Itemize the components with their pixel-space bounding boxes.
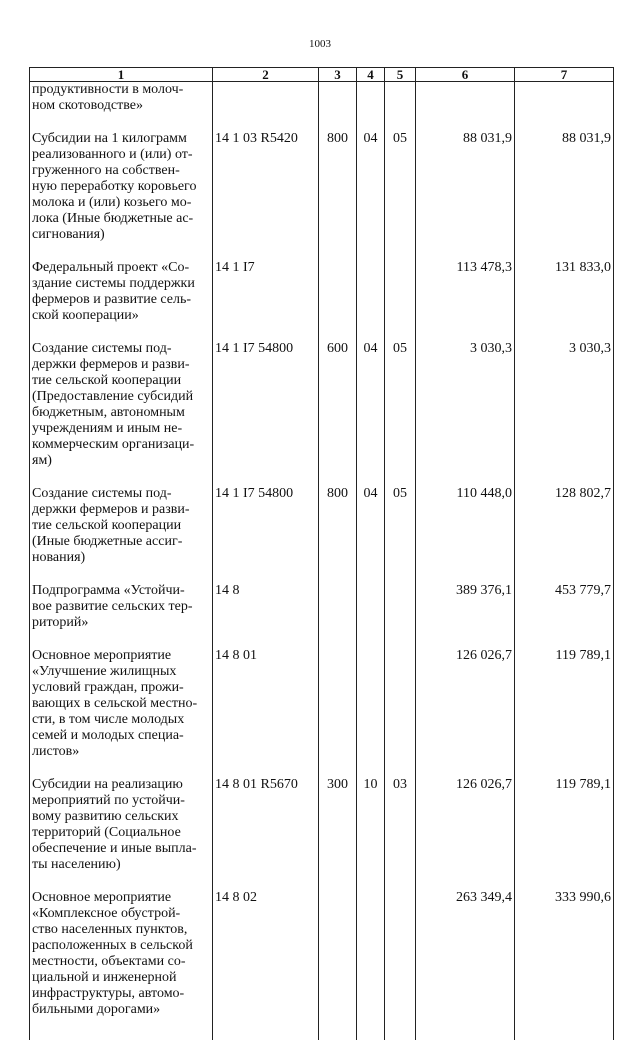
spacer-cell (319, 873, 357, 890)
row-amount-col6-cell (416, 82, 515, 115)
spacer-cell (357, 566, 385, 583)
row-spacer (30, 324, 614, 341)
spacer-cell (213, 760, 319, 777)
spacer-cell (30, 243, 213, 260)
spacer-cell (416, 469, 515, 486)
column-header-4: 4 (357, 68, 385, 82)
row-amount-col7-cell: 3 030,3 (515, 341, 614, 469)
spacer-cell (30, 566, 213, 583)
spacer-cell (30, 324, 213, 341)
spacer-cell (515, 631, 614, 648)
spacer-cell (213, 469, 319, 486)
row-code-cell: 14 1 I7 (213, 260, 319, 324)
spacer-cell (416, 324, 515, 341)
spacer-cell (385, 324, 416, 341)
row-col5-cell: 05 (385, 486, 416, 566)
spacer-cell (416, 243, 515, 260)
spacer-cell (357, 114, 385, 131)
row-col5-cell: 03 (385, 777, 416, 873)
row-name-cell: Подпрограмма «Устойчи- вое развитие сельских тер- риторий» (30, 583, 213, 631)
row-code-cell: 14 1 I7 54800 (213, 341, 319, 469)
table-header-row (30, 68, 614, 82)
row-amount-col7-cell: 333 990,6 (515, 890, 614, 1018)
row-col4-cell (357, 583, 385, 631)
row-spacer (30, 114, 614, 131)
spacer-cell (357, 873, 385, 890)
spacer-cell (515, 566, 614, 583)
row-name-cell: Основное мероприятие «Комплексное обустрой- ство населенных пунктов, расположенных в сельской местности, объектами со- циальной и инженерной инфраструктуры, автомо- бильными дорогами» (30, 890, 213, 1018)
spacer-cell (213, 243, 319, 260)
row-col4-cell: 04 (357, 486, 385, 566)
row-code-cell (213, 82, 319, 115)
row-col5-cell (385, 890, 416, 1018)
spacer-cell (357, 631, 385, 648)
row-col4-cell: 10 (357, 777, 385, 873)
spacer-cell (416, 760, 515, 777)
row-amount-col7-cell: 119 789,1 (515, 777, 614, 873)
budget-table (29, 67, 614, 1040)
spacer-cell (385, 760, 416, 777)
row-name-cell: Создание системы под- держки фермеров и разви- тие сельской кооперации (Предоставление субсидий бюджетным, автономным учреждениям и иным не- коммерческим организаци- ям) (30, 341, 213, 469)
row-amount-col6-cell: 113 478,3 (416, 260, 515, 324)
row-name-cell: Основное мероприятие «Улучшение жилищных условий граждан, прожи- вающих в сельской местно- сти, в том числе молодых семей и молодых специа- листов» (30, 648, 213, 760)
spacer-cell (319, 760, 357, 777)
row-col3-cell (319, 260, 357, 324)
column-header-3: 3 (319, 68, 357, 82)
tail-cell (30, 1018, 213, 1040)
column-header-2: 2 (213, 68, 319, 82)
spacer-cell (515, 324, 614, 341)
spacer-cell (30, 631, 213, 648)
row-col4-cell (357, 648, 385, 760)
row-col3-cell: 800 (319, 131, 357, 243)
row-col3-cell: 300 (319, 777, 357, 873)
spacer-cell (515, 469, 614, 486)
column-header-5: 5 (385, 68, 416, 82)
table-row (30, 648, 614, 760)
row-col5-cell (385, 260, 416, 324)
table-row (30, 890, 614, 1018)
table-row (30, 486, 614, 566)
spacer-cell (213, 873, 319, 890)
spacer-cell (385, 243, 416, 260)
row-code-cell: 14 8 01 R5670 (213, 777, 319, 873)
spacer-cell (30, 114, 213, 131)
row-col4-cell (357, 890, 385, 1018)
row-col4-cell (357, 82, 385, 115)
row-col5-cell (385, 82, 416, 115)
spacer-cell (515, 243, 614, 260)
tail-cell (416, 1018, 515, 1040)
row-code-cell: 14 1 03 R5420 (213, 131, 319, 243)
table-row (30, 777, 614, 873)
spacer-cell (515, 114, 614, 131)
row-name-cell: Субсидии на 1 килограмм реализованного и (или) от- груженного на собствен- ную переработку коровьего молока и (или) козьего мо- лока (Иные бюджетные ас- сигнования) (30, 131, 213, 243)
row-code-cell: 14 8 02 (213, 890, 319, 1018)
spacer-cell (357, 469, 385, 486)
table-row (30, 82, 614, 115)
row-amount-col6-cell: 110 448,0 (416, 486, 515, 566)
row-amount-col6-cell: 389 376,1 (416, 583, 515, 631)
row-amount-col6-cell: 126 026,7 (416, 777, 515, 873)
row-name-cell: Федеральный проект «Со- здание системы поддержки фермеров и развитие сель- ской кооперации» (30, 260, 213, 324)
spacer-cell (319, 566, 357, 583)
row-spacer (30, 873, 614, 890)
row-col3-cell (319, 890, 357, 1018)
table-row (30, 131, 614, 243)
table-row (30, 583, 614, 631)
spacer-cell (357, 760, 385, 777)
row-col4-cell (357, 260, 385, 324)
table-row (30, 341, 614, 469)
row-amount-col6-cell: 263 349,4 (416, 890, 515, 1018)
row-name-cell: Создание системы под- держки фермеров и разви- тие сельской кооперации (Иные бюджетные ассиг- нования) (30, 486, 213, 566)
table-row (30, 260, 614, 324)
spacer-cell (319, 114, 357, 131)
row-amount-col6-cell: 126 026,7 (416, 648, 515, 760)
table-body (30, 82, 614, 1040)
spacer-cell (385, 469, 416, 486)
spacer-cell (385, 114, 416, 131)
spacer-cell (213, 324, 319, 341)
spacer-cell (30, 873, 213, 890)
row-col5-cell (385, 648, 416, 760)
row-spacer (30, 631, 614, 648)
spacer-cell (385, 873, 416, 890)
row-col4-cell: 04 (357, 131, 385, 243)
row-col5-cell: 05 (385, 341, 416, 469)
row-amount-col7-cell: 88 031,9 (515, 131, 614, 243)
spacer-cell (319, 243, 357, 260)
row-col5-cell (385, 583, 416, 631)
page-number: 1003 (0, 38, 640, 50)
spacer-cell (213, 566, 319, 583)
spacer-cell (515, 760, 614, 777)
column-header-6: 6 (416, 68, 515, 82)
row-amount-col7-cell: 453 779,7 (515, 583, 614, 631)
row-col5-cell: 05 (385, 131, 416, 243)
tail-cell (319, 1018, 357, 1040)
table-tail (30, 1018, 614, 1040)
row-amount-col7-cell: 119 789,1 (515, 648, 614, 760)
row-col3-cell (319, 82, 357, 115)
row-col3-cell (319, 648, 357, 760)
spacer-cell (385, 566, 416, 583)
tail-cell (515, 1018, 614, 1040)
row-amount-col7-cell: 131 833,0 (515, 260, 614, 324)
spacer-cell (357, 243, 385, 260)
row-col3-cell (319, 583, 357, 631)
column-header-1: 1 (30, 68, 213, 82)
row-code-cell: 14 1 I7 54800 (213, 486, 319, 566)
row-amount-col6-cell: 3 030,3 (416, 341, 515, 469)
tail-cell (357, 1018, 385, 1040)
spacer-cell (319, 469, 357, 486)
spacer-cell (416, 631, 515, 648)
spacer-cell (319, 324, 357, 341)
spacer-cell (515, 873, 614, 890)
spacer-cell (30, 760, 213, 777)
row-amount-col7-cell (515, 82, 614, 115)
spacer-cell (30, 469, 213, 486)
row-amount-col7-cell: 128 802,7 (515, 486, 614, 566)
row-spacer (30, 566, 614, 583)
row-name-cell: Субсидии на реализацию мероприятий по устойчи- вому развитию сельских территорий (Социальное обеспечение и иные выпла- ты населению) (30, 777, 213, 873)
spacer-cell (319, 631, 357, 648)
spacer-cell (385, 631, 416, 648)
row-col3-cell: 600 (319, 341, 357, 469)
spacer-cell (357, 324, 385, 341)
row-col4-cell: 04 (357, 341, 385, 469)
spacer-cell (416, 566, 515, 583)
row-name-cell: продуктивности в молоч- ном скотоводстве» (30, 82, 213, 115)
tail-cell (385, 1018, 416, 1040)
spacer-cell (416, 114, 515, 131)
spacer-cell (213, 114, 319, 131)
column-header-7: 7 (515, 68, 614, 82)
spacer-cell (213, 631, 319, 648)
spacer-cell (416, 873, 515, 890)
tail-cell (213, 1018, 319, 1040)
row-code-cell: 14 8 (213, 583, 319, 631)
row-spacer (30, 243, 614, 260)
row-code-cell: 14 8 01 (213, 648, 319, 760)
row-col3-cell: 800 (319, 486, 357, 566)
row-spacer (30, 760, 614, 777)
row-spacer (30, 469, 614, 486)
row-amount-col6-cell: 88 031,9 (416, 131, 515, 243)
